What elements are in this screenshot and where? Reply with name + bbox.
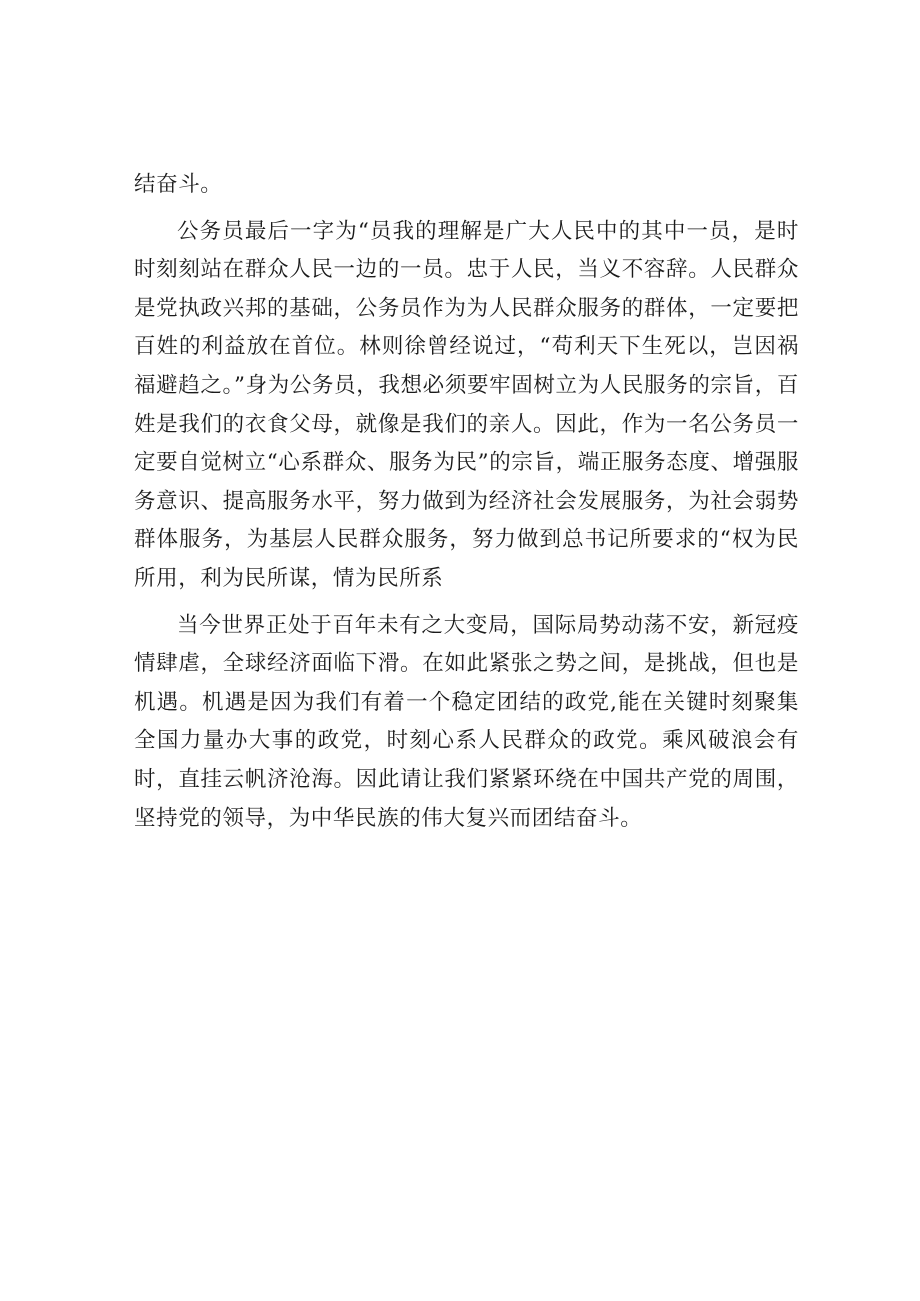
paragraph-civil-servant: 公务员最后一字为“员我的理解是广大人民中的其中一员，是时时刻刻站在群众人民一边的一员。忠于人民，当义不容辞。人民群众是党执政兴邦的基础，公务员作为为人民群众服务的群体，一定要把百姓的利益放在首位。林则徐曾经说过，“苟利天下生死以，岂因祸福避趋之。”身为公务员，我想必须要牢固树立为人民服务的宗旨，百姓是我们的衣食父母，就像是我们的亲人。因此，作为一名公务员一定要自觉树立“心系群众、服务为民”的宗旨，端正服务态度、增强服务意识、提高服务水平，努力做到为经济社会发展服务，为社会弱势群体服务，为基层人民群众服务，努力做到总书记所要求的“权为民所用，利为民所谋，情为民所系 xyxy=(134,218,799,591)
paragraph-continuation: 结奋斗。 xyxy=(134,172,223,197)
document-body xyxy=(134,166,799,846)
paragraph-world-situation: 当今世界正处于百年未有之大变局，国际局势动荡不安，新冠疫情肆虐，全球经济面临下滑。在如此紧张之势之间，是挑战，但也是机遇。机遇是因为我们有着一个稳定团结的政党,能在关键时刻聚集全国力量办大事的政党，时刻心系人民群众的政党。乘风破浪会有时，直挂云帆济沧海。因此请让我们紧紧环绕在中国共产党的周围，坚持党的领导，为中华民族的伟大复兴而团结奋斗。 xyxy=(134,612,799,831)
